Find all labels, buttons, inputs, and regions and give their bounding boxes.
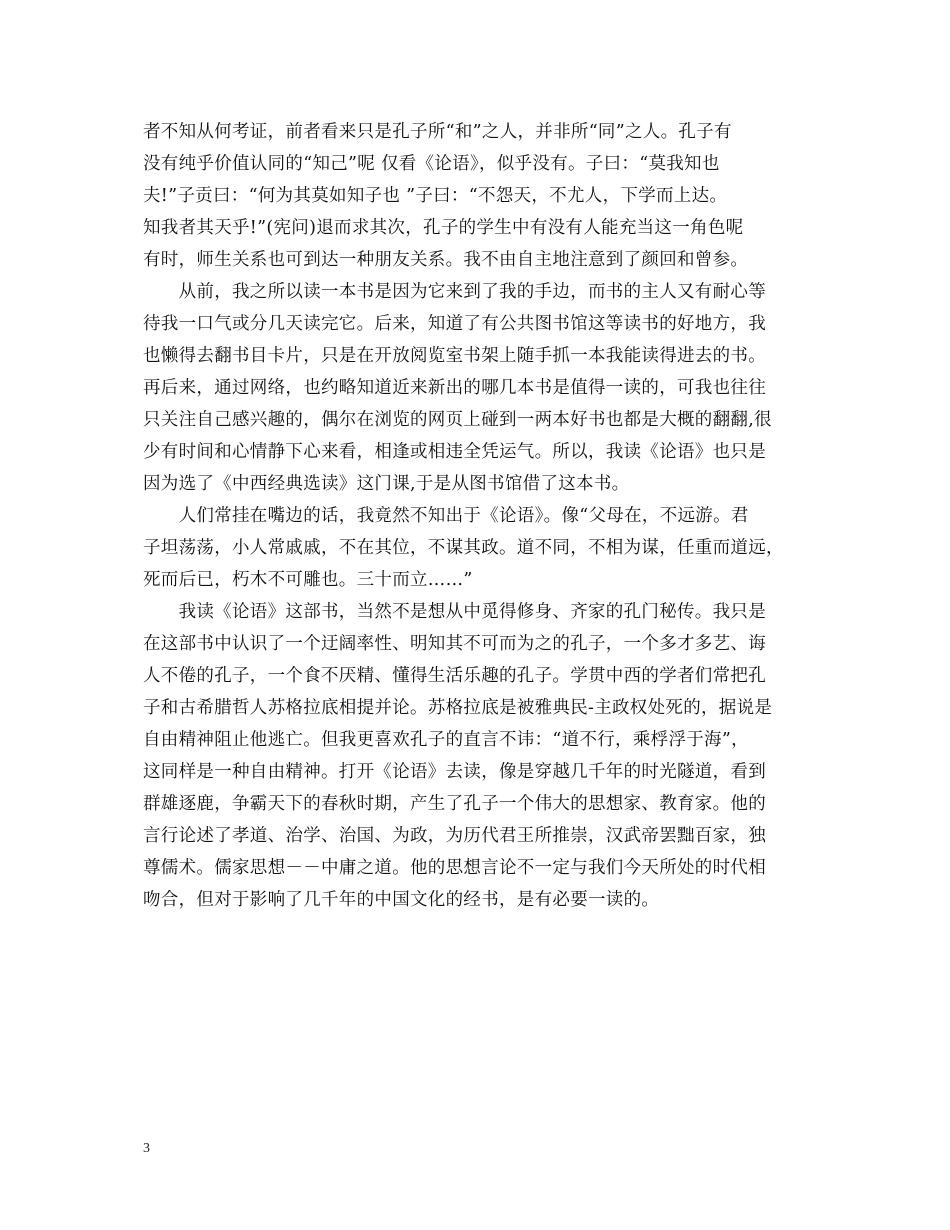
- text-line: 群雄逐鹿，争霸天下的春秋时期，产生了孔子一个伟大的思想家、教育家。他的: [143, 794, 766, 814]
- text-line: 人不倦的孔子，一个食不厌精、懂得生活乐趣的孔子。学贯中西的学者们常把孔: [143, 666, 766, 686]
- text-line: 也懒得去翻书目卡片，只是在开放阅览室书架上随手抓一本我能读得进去的书。: [143, 346, 766, 366]
- text-line: 因为选了《中西经典选读》这门课,于是从图书馆借了这本书。: [143, 474, 630, 494]
- text-line: 人们常挂在嘴边的话，我竟然不知出于《论语》。像“父母在，不远游。君: [143, 506, 749, 526]
- body-text: [143, 116, 813, 916]
- text-line: 待我一口气或分几天读完它。后来，知道了有公共图书馆这等读书的好地方，我: [143, 314, 766, 334]
- text-line: 夫!”子贡曰：“何为其莫如知子也 ”子曰：“不怨天，不尤人，下学而上达。: [143, 186, 728, 206]
- text-line: 只关注自己感兴趣的，偶尔在浏览的网页上碰到一两本好书也都是大概的翻翻,很: [143, 410, 772, 430]
- text-line: 少有时间和心情静下心来看，相逢或相违全凭运气。所以，我读《论语》也只是: [143, 442, 766, 462]
- text-line: 我读《论语》这部书，当然不是想从中觅得修身、齐家的孔门秘传。我只是: [143, 602, 766, 622]
- text-line: 有时，师生关系也可到达一种朋友关系。我不由自主地注意到了颜回和曾参。: [143, 250, 749, 270]
- text-line: 子和古希腊哲人苏格拉底相提并论。苏格拉底是被雅典民-主政权处死的，据说是: [143, 698, 773, 718]
- text-line: 子坦荡荡，小人常戚戚，不在其位，不谋其政。道不同，不相为谋，任重而道远，: [143, 538, 784, 558]
- text-line: 从前，我之所以读一本书是因为它来到了我的手边，而书的主人又有耐心等: [143, 282, 766, 302]
- text-line: 者不知从何考证，前者看来只是孔子所“和”之人，并非所“同”之人。孔子有: [143, 122, 732, 142]
- text-line: 在这部书中认识了一个迂阔率性、明知其不可而为之的孔子，一个多才多艺、诲: [143, 634, 766, 654]
- page-number: 3: [143, 1141, 150, 1156]
- text-line: 死而后已，朽木不可雕也。三十而立……”: [143, 570, 473, 590]
- text-line: 吻合，但对于影响了几千年的中国文化的经书，是有必要一读的。: [143, 890, 660, 910]
- text-line: 尊儒术。儒家思想－－中庸之道。他的思想言论不一定与我们今天所处的时代相: [143, 858, 766, 878]
- text-line: 这同样是一种自由精神。打开《论语》去读，像是穿越几千年的时光隧道，看到: [143, 762, 766, 782]
- text-line: 自由精神阻止他逃亡。但我更喜欢孔子的直言不讳：“道不行，乘桴浮于海”，: [143, 730, 749, 750]
- text-line: 言行论述了孝道、治学、治国、为政，为历代君王所推崇，汉武帝罢黜百家，独: [143, 826, 766, 846]
- text-line: 再后来，通过网络，也约略知道近来新出的哪几本书是值得一读的，可我也往往: [143, 378, 766, 398]
- text-line: 没有纯乎价值认同的“知己”呢 仅看《论语》，似乎没有。子曰：“莫我知也: [143, 154, 720, 174]
- text-line: 知我者其天乎!”(宪问)退而求其次，孔子的学生中有没有人能充当这一角色呢: [143, 218, 744, 238]
